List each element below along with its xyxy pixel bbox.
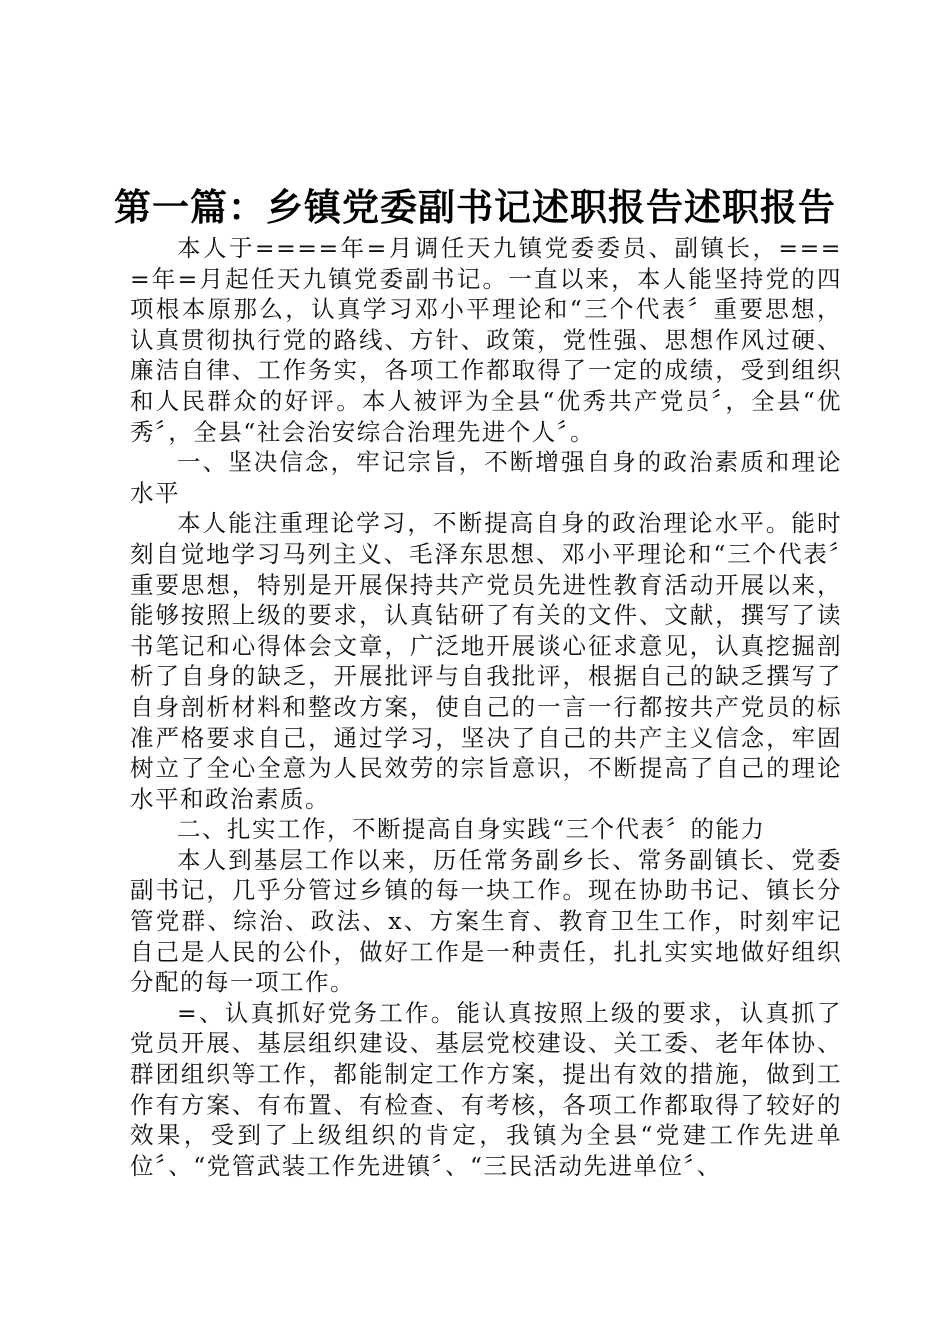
paragraph-party-affairs: =、认真抓好党务工作。能认真按照上级的要求，认真抓了党员开展、基层组织建设、基层党校建设、关工委、老年体协、群团组织等工作，都能制定工作方案，提出有效的措施，做到工作有方案、有布置、有检查、有考核，各项工作都取得了较好的效果，受到了上级组织的肯定，我镇为全县“党建工作先进单位〞、“党管武装工作先进镇〞、“三民活动先进单位〞、 (130, 998, 842, 1180)
paragraph-intro: 本人于====年=月调任天九镇党委委员、副镇长，====年=月起任天九镇党委副书记。一直以来，本人能坚持党的四项根本原那么，认真学习邓小平理论和“三个代表〞重要思想，认真贯彻执行党的路线、方针、政策，党性强、思想作风过硬、廉洁自律、工作务实，各项工作都取得了一定的成绩，受到组织和人民群众的好评。本人被评为全县“优秀共产党员〞，全县“优秀〞，全县“社会治安综合治理先进个人〞。 (130, 234, 842, 446)
section-heading-1: 一、坚决信念，牢记宗旨，不断增强自身的政治素质和理论水平 (130, 448, 842, 507)
document-title: 第一篇：乡镇党委副书记述职报告述职报告 (114, 186, 836, 229)
section-heading-2: 二、扎实工作，不断提高自身实践“三个代表〞的能力 (177, 815, 766, 844)
paragraph-theory-study: 本人能注重理论学习，不断提高自身的政治理论水平。能时刻自觉地学习马列主义、毛泽东思想、邓小平理论和“三个代表〞重要思想，特别是开展保持共产党员先进性教育活动开展以来，能够按照上级的要求，认真钻研了有关的文件、文献，撰写了读书笔记和心得体会文章，广泛地开展谈心征求意见，认真挖掘剖析了自身的缺乏，开展批评与自我批评，根据自己的缺乏撰写了自身剖析材料和整改方案，使自己的一言一行都按共产党员的标准严格要求自己，通过学习，坚决了自己的共产主义信念，牢固树立了全心全意为人民效劳的宗旨意识，不断提高了自己的理论水平和政治素质。 (130, 509, 842, 813)
paragraph-grassroots-work: 本人到基层工作以来，历任常务副乡长、常务副镇长、党委副书记，几乎分管过乡镇的每一块工作。现在协助书记、镇长分管党群、综治、政法、x、方案生育、教育卫生工作，时刻牢记自己是人民的公仆，做好工作是一种责任，扎扎实实地做好组织分配的每一项工作。 (130, 845, 842, 997)
document-body (130, 233, 842, 1181)
